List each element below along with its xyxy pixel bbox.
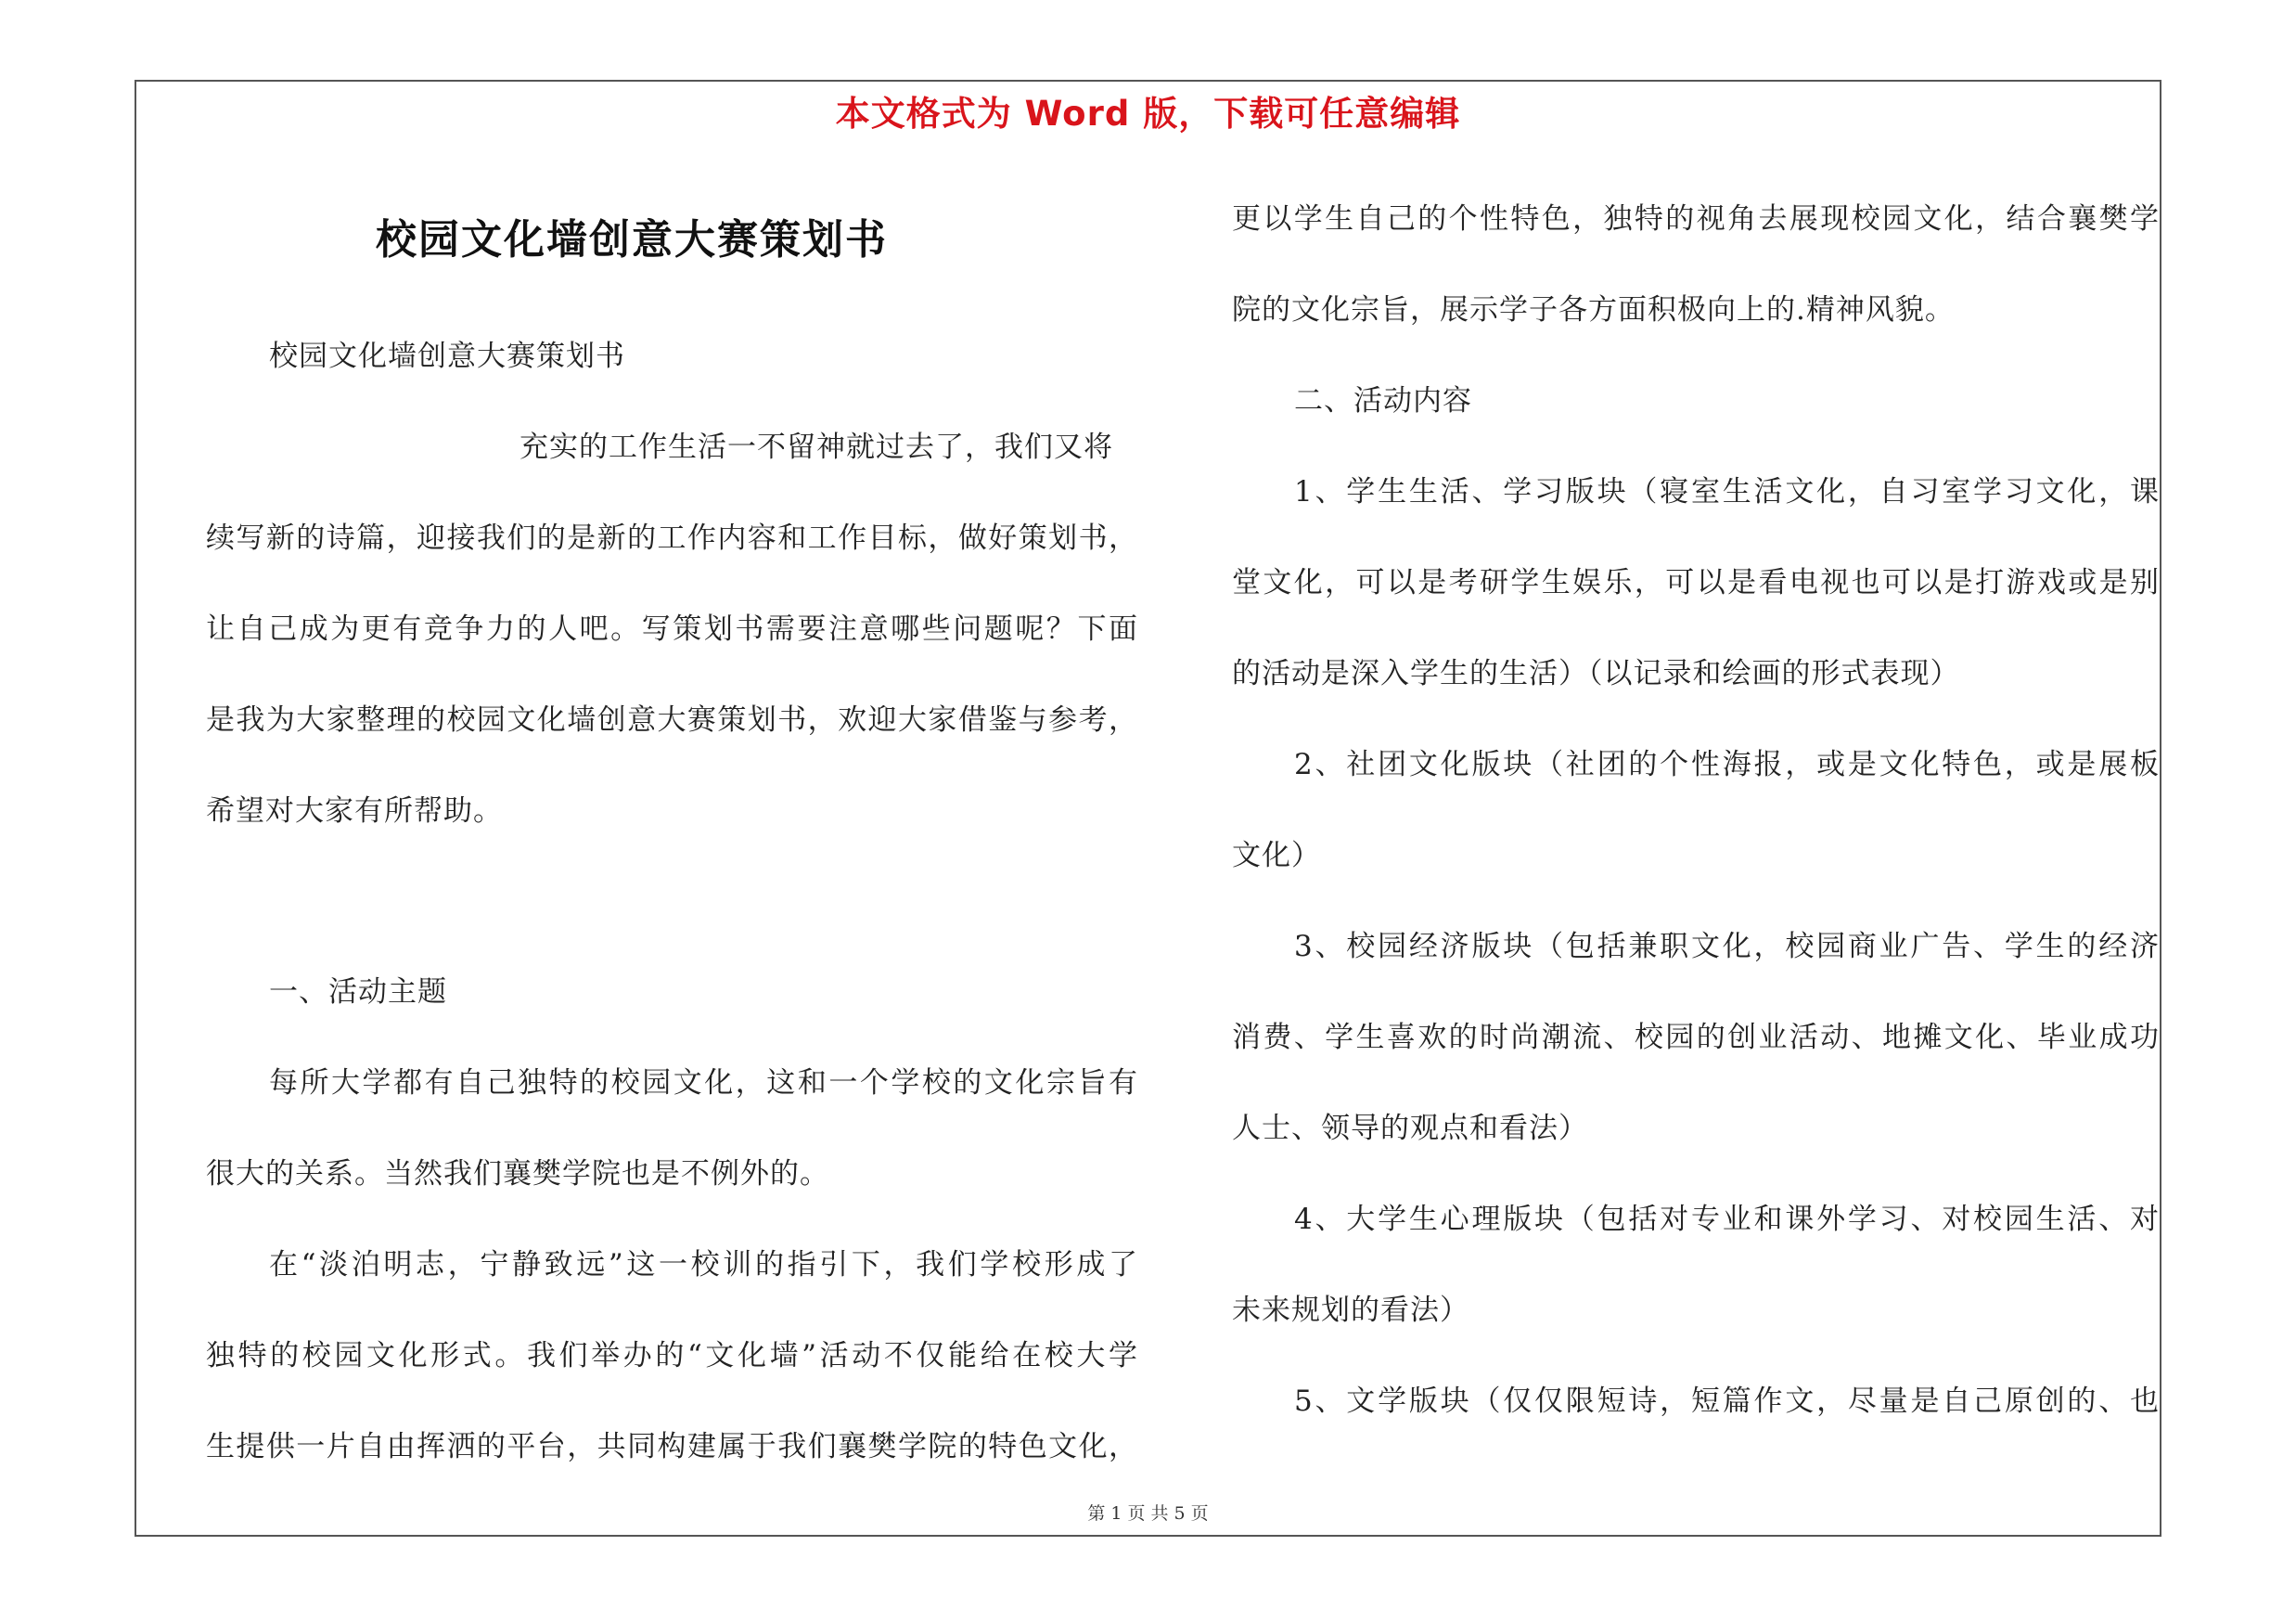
left-line: 独特的校园文化形式。我们举办的“文化墙”活动不仅能给在校大学 xyxy=(206,1339,1138,1372)
left-line: 续写新的诗篇，迎接我们的是新的工作内容和工作目标，做好策划书， xyxy=(206,522,1138,555)
right-line: 2、社团文化版块（社团的个性海报，或是文化特色，或是展板 xyxy=(1294,748,2160,781)
right-line: 文化） xyxy=(1232,839,1321,872)
left-line: 在“淡泊明志，宁静致远”这一校训的指引下，我们学校形成了 xyxy=(269,1248,1138,1282)
page-number: 第 1 页 共 5 页 xyxy=(1087,1503,1209,1524)
right-line: 未来规划的看法） xyxy=(1232,1294,1469,1327)
section-heading: 一、活动主题 xyxy=(269,975,447,1009)
left-line: 很大的关系。当然我们襄樊学院也是不例外的。 xyxy=(206,1157,829,1191)
right-line: 的活动是深入学生的生活）（以记录和绘画的形式表现） xyxy=(1232,657,1960,690)
right-line: 人士、领导的观点和看法） xyxy=(1232,1112,1588,1145)
left-line: 每所大学都有自己独特的校园文化，这和一个学校的文化宗旨有 xyxy=(269,1066,1138,1100)
left-line: 是我为大家整理的校园文化墙创意大赛策划书，欢迎大家借鉴与参考， xyxy=(206,703,1138,737)
right-line: 1、学生生活、学习版块（寝室生活文化，自习室学习文化，课 xyxy=(1294,475,2160,509)
section-heading: 二、活动内容 xyxy=(1294,384,1472,418)
right-line: 4、大学生心理版块（包括对专业和课外学习、对校园生活、对 xyxy=(1294,1203,2160,1236)
left-line: 校园文化墙创意大赛策划书 xyxy=(269,340,625,373)
right-line: 5、文学版块（仅仅限短诗，短篇作文，尽量是自己原创的、也 xyxy=(1294,1385,2160,1418)
left-line: 充实的工作生活一不留神就过去了，我们又将 xyxy=(519,431,1113,464)
left-line: 希望对大家有所帮助。 xyxy=(206,794,503,828)
right-line: 堂文化，可以是考研学生娱乐，可以是看电视也可以是打游戏或是别 xyxy=(1232,566,2160,599)
left-line: 让自己成为更有竞争力的人吧。写策划书需要注意哪些问题呢？下面 xyxy=(206,612,1138,646)
right-line: 院的文化宗旨，展示学子各方面积极向上的.精神风貌。 xyxy=(1232,293,1955,327)
format-banner: 本文格式为 Word 版，下载可任意编辑 xyxy=(835,94,1461,134)
right-line: 更以学生自己的个性特色，独特的视角去展现校园文化，结合襄樊学 xyxy=(1232,202,2160,236)
right-line: 3、校园经济版块（包括兼职文化，校园商业广告、学生的经济 xyxy=(1294,930,2160,963)
left-line: 生提供一片自由挥洒的平台，共同构建属于我们襄樊学院的特色文化， xyxy=(206,1430,1138,1463)
document-title: 校园文化墙创意大赛策划书 xyxy=(376,216,888,264)
right-line: 消费、学生喜欢的时尚潮流、校园的创业活动、地摊文化、毕业成功 xyxy=(1232,1021,2160,1054)
